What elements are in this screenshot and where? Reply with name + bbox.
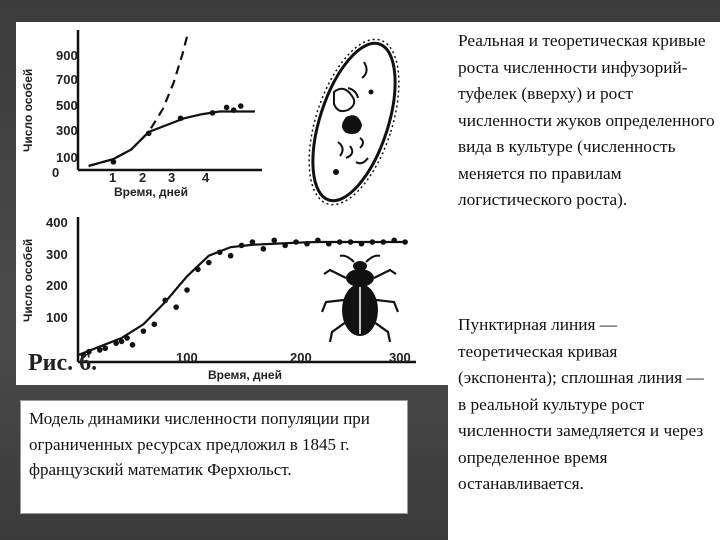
top-x-tick-4: 4	[202, 170, 210, 185]
top-y-label: Число особей	[21, 68, 35, 152]
data-point	[195, 267, 201, 273]
top-y-tick-500: 500	[56, 98, 78, 113]
data-point	[293, 239, 299, 245]
data-point	[141, 328, 147, 334]
data-point	[210, 110, 216, 116]
top-y-tick-900: 900	[56, 48, 78, 63]
data-point	[402, 239, 408, 245]
data-point	[348, 239, 354, 245]
data-point	[206, 260, 212, 266]
data-point	[97, 347, 103, 353]
data-point	[326, 241, 332, 247]
data-point	[146, 130, 152, 136]
chart-top	[21, 30, 262, 199]
data-point	[391, 237, 397, 243]
bottom-y-tick-200: 200	[46, 278, 68, 293]
data-point	[380, 239, 386, 245]
bottom-y-tick-100: 100	[46, 310, 68, 325]
data-point	[231, 107, 237, 113]
data-point	[217, 249, 223, 255]
bottom-x-tick-200: 200	[290, 350, 312, 365]
figure-panel	[16, 22, 448, 385]
top-x-tick-1: 1	[109, 170, 117, 185]
top-y-tick-300: 300	[56, 123, 78, 138]
data-point	[282, 243, 288, 249]
data-point	[178, 116, 184, 122]
caption-text: Модель динамики численности популяции при ограниченных ресурсах предложил в 1845 г. французский математик Ферхюльст.	[29, 409, 370, 479]
data-point	[173, 304, 179, 310]
series-line-dashed-0	[89, 34, 188, 166]
description-panel	[448, 22, 720, 540]
data-point	[111, 159, 117, 165]
data-point	[224, 105, 230, 111]
paramecium-illustration	[291, 28, 416, 215]
data-point	[228, 253, 234, 259]
beetle-illustration	[322, 256, 398, 342]
top-y-tick-0: 0	[52, 165, 60, 180]
data-point	[370, 239, 376, 245]
bottom-y-tick-300: 300	[46, 247, 68, 262]
data-point	[119, 339, 125, 345]
bottom-x-label: Время, дней	[208, 368, 282, 382]
top-x-tick-3: 3	[168, 170, 176, 185]
top-chart-marks	[89, 34, 255, 166]
data-point	[337, 239, 343, 245]
data-point	[152, 321, 158, 327]
data-point	[359, 241, 365, 247]
figure-label: Рис. 6.	[28, 350, 98, 376]
data-point	[130, 342, 136, 348]
figure-graphics	[16, 22, 448, 385]
data-point	[271, 237, 277, 243]
data-point	[250, 239, 256, 245]
data-point	[184, 287, 190, 293]
data-point	[238, 103, 244, 109]
description-paragraph-2: Пунктирная линия — теоретическая кривая (экспонента); сплошная линия — в реальной культуре рост численности замедляется и через определенное время останавливается.	[458, 315, 704, 493]
data-point	[162, 297, 168, 303]
top-x-tick-2: 2	[139, 170, 147, 185]
data-point	[124, 335, 130, 341]
bottom-y-tick-400: 400	[46, 215, 68, 230]
top-y-tick-700: 700	[56, 72, 78, 87]
bottom-x-tick-300: 300	[389, 350, 411, 365]
series-line-solid-1	[89, 112, 255, 166]
bottom-x-tick-100: 100	[176, 350, 198, 365]
caption-box	[20, 400, 408, 514]
data-point	[102, 345, 108, 351]
bottom-y-label: Число особей	[21, 238, 35, 322]
description-paragraph-1: Реальная и теоретическая кривые роста численности инфузорий-туфелек (вверху) и рост численности жуков определенного вида в культуре (численность меняется по правилам логистического роста).	[458, 31, 715, 209]
data-point	[304, 241, 310, 247]
data-point	[239, 243, 245, 249]
data-point	[261, 246, 267, 252]
data-point	[315, 237, 321, 243]
top-y-tick-100: 100	[56, 150, 78, 165]
top-x-label: Время, дней	[114, 185, 188, 199]
data-point	[113, 340, 119, 346]
